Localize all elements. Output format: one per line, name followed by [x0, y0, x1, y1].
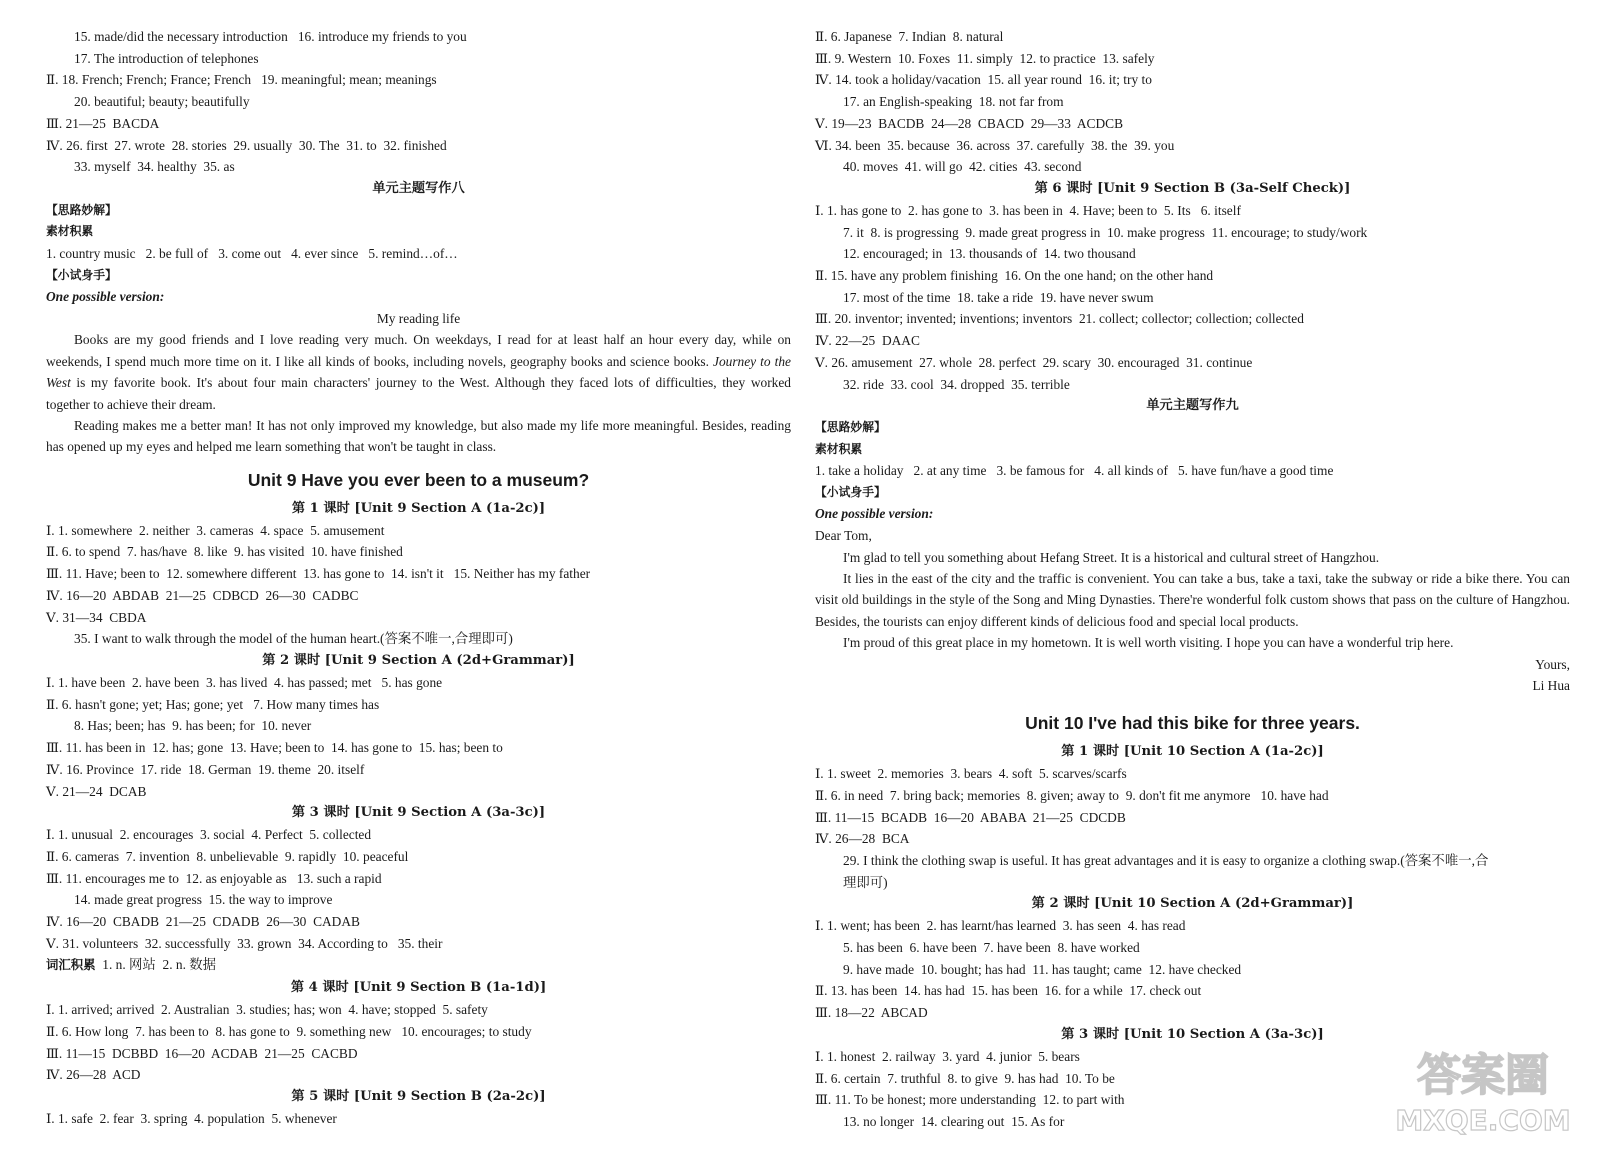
material-label: 素材积累	[815, 441, 863, 456]
answer-line: Ⅰ. 1. somewhere 2. neither 3. cameras 4. space 5. amusement	[46, 522, 385, 538]
answer-line: Ⅲ. 11. has been in 12. has; gone 13. Have; been to 14. has gone to 15. has; been to	[46, 740, 503, 756]
essay-paragraph	[46, 329, 791, 415]
answer-line: Ⅱ. 6. certain 7. truthful 8. to give 9. has had 10. To be	[815, 1070, 1115, 1086]
watermark-url: MXQE.COM	[1395, 1104, 1571, 1137]
answer-line: 17. The introduction of telephones	[74, 50, 259, 66]
answer-line: Ⅳ. 22—25 DAAC	[815, 333, 920, 349]
vocab-label: 词汇积累	[46, 958, 96, 973]
answer-line: Ⅳ. 26. first 27. wrote 28. stories 29. usually 30. The 31. to 32. finished	[46, 137, 447, 153]
lesson-title: 第 6 课时 [Unit 9 Section B (3a-Self Check)]	[1034, 180, 1351, 196]
answer-line: 15. made/did the necessary introduction 16. introduce my friends to you	[74, 29, 467, 44]
answer-line: Ⅱ. 18. French; French; France; French 19. meaningful; mean; meanings	[46, 72, 437, 88]
answer-line: Ⅰ. 1. honest 2. railway 3. yard 4. junior 5. bears	[815, 1048, 1080, 1064]
answer-line: Ⅱ. 6. hasn't gone; yet; Has; gone; yet 7. How many times has	[46, 696, 380, 712]
lesson-title: 第 3 课时 [Unit 10 Section A (3a-3c)]	[1061, 1026, 1324, 1042]
answer-line: 32. ride 33. cool 34. dropped 35. terrible	[843, 376, 1070, 392]
answer-line: Ⅱ. 6. How long 7. has been to 8. has gone to 9. something new 10. encourages; to study	[46, 1023, 532, 1039]
answer-line: Ⅰ. 1. have been 2. have been 3. has lived 4. has passed; met 5. has gone	[46, 674, 443, 690]
answer-line: 13. no longer 14. clearing out 15. As for	[843, 1113, 1065, 1129]
essay-text: Books are my good friends and I love reading very much. On weekdays, I read for at least half an hour every day, while on weekends, I spend much more time on it. I like all kinds of books, including novels, geography books and science books.	[46, 332, 791, 369]
answer-line: Ⅳ. 16. Province 17. ride 18. German 19. theme 20. itself	[46, 761, 365, 777]
answer-line: 9. have made 10. bought; has had 11. has taught; came 12. have checked	[843, 961, 1242, 977]
answer-line: 17. an English-speaking 18. not far from	[843, 94, 1064, 110]
answer-line: Ⅱ. 13. has been 14. has had 15. has been 16. for a while 17. check out	[815, 983, 1202, 999]
book-title: Journey to the West	[46, 353, 791, 391]
answer-line: Ⅴ. 26. amusement 27. whole 28. perfect 29. scary 30. encouraged 31. continue	[815, 354, 1253, 370]
left-column	[46, 26, 791, 1130]
possible-version-label: One possible version:	[46, 289, 165, 305]
unit-title: Unit 10 I've had this bike for three years.	[1025, 713, 1360, 734]
essay-text: is my favorite book. It's about four main characters' journey to the West. Although they faced lots of difficulties, they worked together to achieve their dream.	[46, 375, 791, 412]
answer-line: 7. it 8. is progressing 9. made great progress in 10. make progress 11. encourage; to study/work	[843, 224, 1368, 240]
answer-line: 5. has been 6. have been 7. have been 8. have worked	[843, 940, 1140, 956]
answer-line: Ⅲ. 9. Western 10. Foxes 11. simply 12. to practice 13. safely	[815, 50, 1155, 66]
answer-line: Ⅴ. 21—24 DCAB	[46, 783, 147, 799]
answer-line: Ⅰ. 1. sweet 2. memories 3. bears 4. soft 5. scarves/scarfs	[815, 766, 1127, 782]
writing-section-title: 单元主题写作九	[1146, 398, 1239, 414]
answer-line: 理即可)	[843, 874, 888, 890]
answer-line: 8. Has; been; has 9. has been; for 10. never	[74, 718, 312, 734]
answer-line: Ⅴ. 31. volunteers 32. successfully 33. grown 34. According to 35. their	[46, 935, 443, 951]
lesson-title: 第 1 课时 [Unit 10 Section A (1a-2c)]	[1061, 744, 1324, 760]
lesson-title: 第 4 课时 [Unit 9 Section B (1a-1d)]	[290, 980, 547, 996]
right-column	[815, 26, 1570, 1133]
answer-line: 33. myself 34. healthy 35. as	[74, 159, 235, 175]
answer-line: 40. moves 41. will go 42. cities 43. second	[843, 159, 1082, 175]
essay-title: My reading life	[376, 310, 461, 326]
answer-line: Ⅴ. 19—23 BACDB 24—28 CBACD 29—33 ACDCB	[815, 115, 1124, 131]
vocab-line	[46, 954, 791, 977]
answer-line: Ⅲ. 20. inventor; invented; inventions; inventors 21. collect; collector; collection; collected	[815, 311, 1304, 327]
watermark-cn: 答案圈	[1417, 1050, 1549, 1101]
answer-line: Ⅲ. 11. To be honest; more understanding 12. to part with	[815, 1092, 1125, 1108]
answer-line: Ⅱ. 6. cameras 7. invention 8. unbelievable 9. rapidly 10. peaceful	[46, 848, 409, 864]
answer-line: 17. most of the time 18. take a ride 19. have never swum	[843, 289, 1154, 305]
idea-tag: 【思路妙解】	[46, 202, 117, 217]
answer-line: Ⅲ. 11—15 DCBBD 16—20 ACDAB 21—25 CACBD	[46, 1045, 358, 1061]
practice-tag: 【小试身手】	[815, 484, 886, 499]
answer-line: 12. encouraged; in 13. thousands of 14. two thousand	[843, 246, 1136, 262]
unit-title: Unit 9 Have you ever been to a museum?	[247, 469, 590, 490]
watermark-logo	[1388, 1040, 1578, 1140]
writing-section-title: 单元主题写作八	[372, 180, 465, 196]
essay-paragraph: Reading makes me a better man! It has not only improved my knowledge, but also made my life more meaningful. Besides, reading has opened up my eyes and helped me learn something that won't be taught in class.	[46, 417, 791, 455]
answer-line: Ⅳ. 26—28 BCA	[815, 831, 910, 847]
lesson-title: 第 2 课时 [Unit 9 Section A (2d+Grammar)]	[262, 652, 575, 668]
answer-line: 29. I think the clothing swap is useful. It has great advantages and it is easy to organize a clothing swap.(答案不唯一,合	[843, 852, 1489, 868]
material-label: 素材积累	[46, 224, 94, 239]
letter-greeting: Dear Tom,	[815, 527, 872, 543]
answer-line: Ⅰ. 1. unusual 2. encourages 3. social 4. Perfect 5. collected	[46, 827, 372, 843]
answer-line: Ⅰ. 1. arrived; arrived 2. Australian 3. studies; has; won 4. have; stopped 5. safety	[46, 1002, 488, 1018]
answer-line: Ⅱ. 6. to spend 7. has/have 8. like 9. has visited 10. have finished	[46, 544, 403, 560]
letter-paragraph: I'm glad to tell you something about Hefang Street. It is a historical and cultural street of Hangzhou.	[843, 549, 1380, 565]
answer-line: 14. made great progress 15. the way to improve	[74, 892, 333, 908]
answer-line: 35. I want to walk through the model of the human heart.(答案不唯一,合理即可)	[74, 631, 513, 647]
answer-line: Ⅰ. 1. has gone to 2. has gone to 3. has been in 4. Have; been to 5. Its 6. itself	[815, 202, 1241, 218]
answer-line: Ⅳ. 16—20 ABDAB 21—25 CDBCD 26—30 CADBC	[46, 587, 359, 603]
material-line: 1. country music 2. be full of 3. come out 4. ever since 5. remind…of…	[46, 245, 458, 261]
letter-paragraph: I'm proud of this great place in my hometown. It is well worth visiting. I hope you can have a wonderful trip here.	[843, 635, 1454, 651]
material-line: 1. take a holiday 2. at any time 3. be famous for 4. all kinds of 5. have fun/have a good time	[815, 463, 1334, 479]
lesson-title: 第 2 课时 [Unit 10 Section A (2d+Grammar)]	[1031, 896, 1354, 912]
answer-line: Ⅵ. 34. been 35. because 36. across 37. carefully 38. the 39. you	[815, 137, 1175, 153]
answer-line: Ⅲ. 11. encourages me to 12. as enjoyable as 13. such a rapid	[46, 870, 382, 886]
answer-line: Ⅰ. 1. safe 2. fear 3. spring 4. population 5. whenever	[46, 1110, 337, 1126]
answer-line: Ⅳ. 14. took a holiday/vacation 15. all year round 16. it; try to	[815, 72, 1152, 88]
answer-line: Ⅳ. 26—28 ACD	[46, 1067, 141, 1083]
idea-tag: 【思路妙解】	[815, 420, 886, 435]
lesson-title: 第 1 课时 [Unit 9 Section A (1a-2c)]	[291, 500, 546, 516]
answer-line: Ⅲ. 11—15 BCADB 16—20 ABABA 21—25 CDCDB	[815, 809, 1126, 825]
answer-line: Ⅱ. 6. Japanese 7. Indian 8. natural	[815, 29, 1004, 44]
answer-line: Ⅱ. 6. in need 7. bring back; memories 8. given; away to 9. don't fit me anymore 10. have had	[815, 787, 1329, 803]
letter-closing: Yours,	[1535, 656, 1570, 672]
answer-line: Ⅲ. 21—25 BACDA	[46, 115, 160, 131]
answer-line: Ⅴ. 31—34 CBDA	[46, 609, 147, 625]
answer-line: Ⅰ. 1. went; has been 2. has learnt/has learned 3. has seen 4. has read	[815, 918, 1186, 934]
practice-tag: 【小试身手】	[46, 267, 117, 282]
answer-line: 20. beautiful; beauty; beautifully	[74, 94, 250, 110]
answer-line: Ⅱ. 15. have any problem finishing 16. On the one hand; on the other hand	[815, 268, 1214, 284]
possible-version-label: One possible version:	[815, 506, 934, 522]
letter-signature: Li Hua	[1532, 678, 1570, 694]
answer-line: Ⅲ. 18—22 ABCAD	[815, 1005, 928, 1021]
answer-line: Ⅲ. 11. Have; been to 12. somewhere different 13. has gone to 14. isn't it 15. Neither has my father	[46, 566, 591, 582]
lesson-title: 第 5 课时 [Unit 9 Section B (2a-2c)]	[291, 1088, 546, 1104]
lesson-title: 第 3 课时 [Unit 9 Section A (3a-3c)]	[291, 805, 546, 821]
letter-paragraph: It lies in the east of the city and the traffic is convenient. You can take a bus, take a taxi, take the subway or ride a bike there. You can visit old buildings in the style of the Song and Ming Dynasties. There're wonderful folk custom shows that pass on the culture of Hangzhou. Besides, the tourists can enjoy different kinds of delicious food and special local products.	[815, 571, 1570, 629]
answer-line: Ⅳ. 16—20 CBADB 21—25 CDADB 26—30 CADAB	[46, 914, 360, 930]
vocab-text: 1. n. 网站 2. n. 数据	[95, 957, 217, 973]
